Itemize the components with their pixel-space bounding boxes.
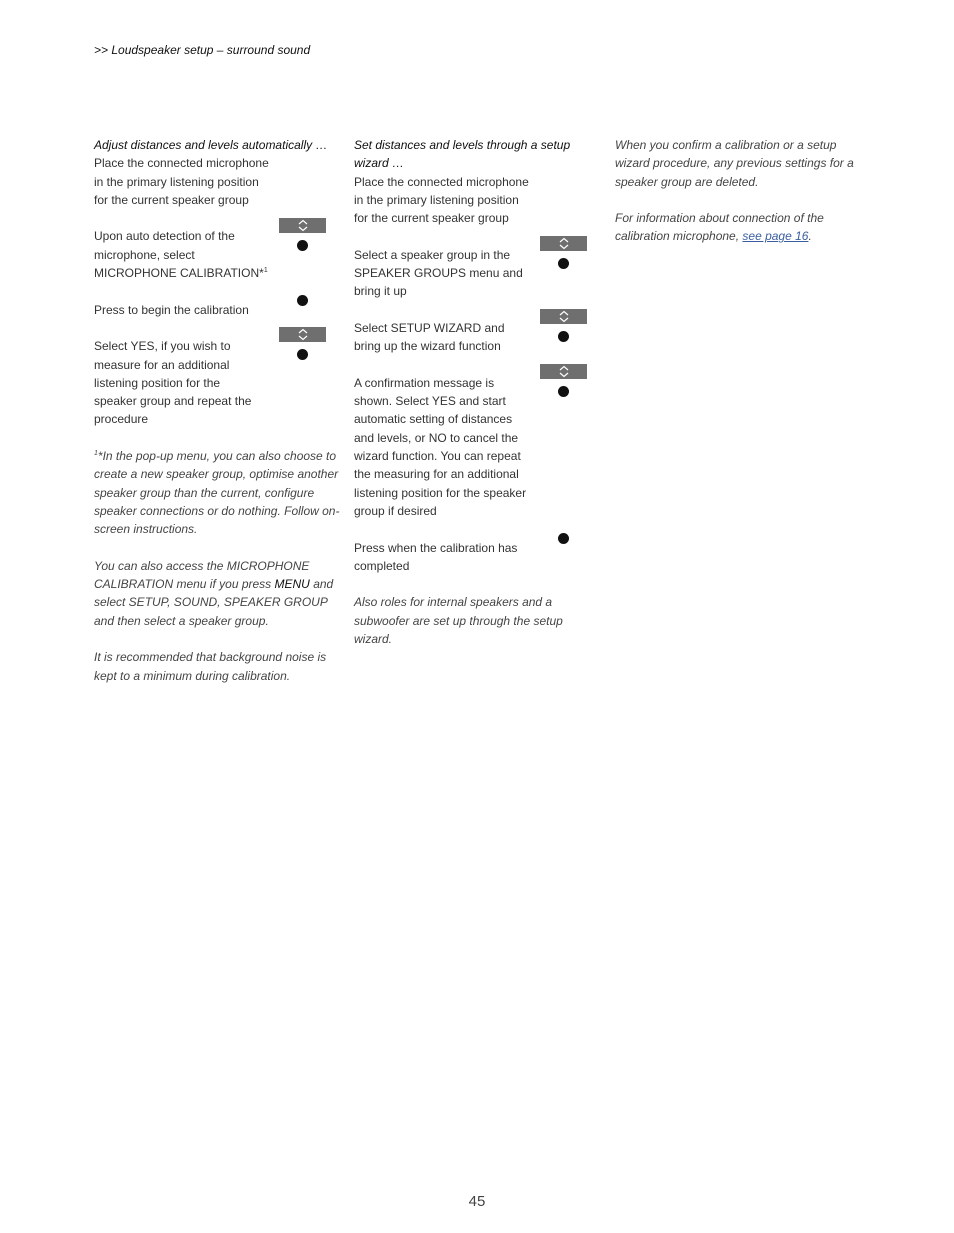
col2-note: Also roles for internal speakers and a subwoofer are set up through the setup wizard. (354, 595, 563, 647)
col1-heading: Adjust distances and levels automatically … (94, 138, 328, 152)
see-page-16-link[interactable]: see page 16 (742, 229, 809, 244)
col3-note-microphone: For information about connection of the calibration microphone, see page 16. (615, 211, 824, 244)
col2-step1-text: Select a speaker group in the SPEAKER GROUPS menu and bring it up (354, 247, 523, 299)
col2-intro: Place the connected microphone in the primary listening position for the current speaker group (354, 174, 529, 226)
col1-step3 (94, 337, 340, 428)
center-button-icon (558, 533, 569, 544)
column-setup-wizard (354, 136, 594, 648)
col2-heading: Set distances and levels through a setup wizard … (354, 138, 571, 171)
center-button-icon (297, 349, 308, 360)
col1-note-menu: You can also access the MICROPHONE CALIBRATION menu if you press MENU and select SETUP, SOUND, SPEAKER GROUP and then select a speaker group. (94, 558, 334, 628)
col2-step1 (354, 246, 594, 301)
col2-step4 (354, 539, 594, 576)
updown-arrows-icon (540, 309, 587, 324)
col2-step3-text: A confirmation message is shown. Select YES and start automatic setting of distances and levels, or NO to cancel the wizard function. You can repeat the measuring for an additional listening position for the speaker group if desired (354, 375, 527, 518)
col1-step2-text: Press to begin the calibration (94, 302, 249, 317)
col2-step3 (354, 374, 594, 520)
center-button-icon (558, 386, 569, 397)
page-number: 45 (468, 1193, 486, 1210)
updown-arrows-icon (540, 364, 587, 379)
col2-step4-text: Press when the calibration has completed (354, 540, 518, 573)
col1-step2 (94, 301, 340, 319)
col2-step2-text: Select SETUP WIZARD and bring up the wizard function (354, 320, 505, 354)
updown-arrows-icon (279, 327, 326, 342)
updown-arrows-icon (279, 218, 326, 233)
center-button-icon (297, 295, 308, 306)
col2-step2 (354, 319, 594, 356)
center-button-icon (558, 331, 569, 342)
col3-note-confirm: When you confirm a calibration or a setup wizard procedure, any previous settings for a speaker group are deleted. (615, 138, 854, 189)
breadcrumb: >> Loudspeaker setup – surround sound (94, 43, 311, 57)
column-notes (615, 136, 865, 246)
col1-step1 (94, 227, 340, 282)
center-button-icon (297, 240, 308, 251)
col1-step3-text: Select YES, if you wish to measure for an additional listening position for the speaker group and repeat the procedure (94, 339, 252, 427)
updown-arrows-icon (540, 236, 587, 251)
col1-intro: Place the connected microphone in the primary listening position for the current speaker group (94, 156, 269, 207)
col1-step1-text: Upon auto detection of the microphone, select MICROPHONE CALIBRATION*$^1$ (94, 229, 268, 281)
center-button-icon (558, 258, 569, 269)
col1-note-noise: It is recommended that background noise is kept to a minimum during calibration. (94, 650, 327, 683)
col1-footnote: $^1$*In the pop-up menu, you can also choose to create a new speaker group, optimise another speaker group than the current, configure speaker connections or do nothing. Follow on-screen instructions. (94, 449, 340, 537)
column-auto-calibration (94, 136, 340, 685)
